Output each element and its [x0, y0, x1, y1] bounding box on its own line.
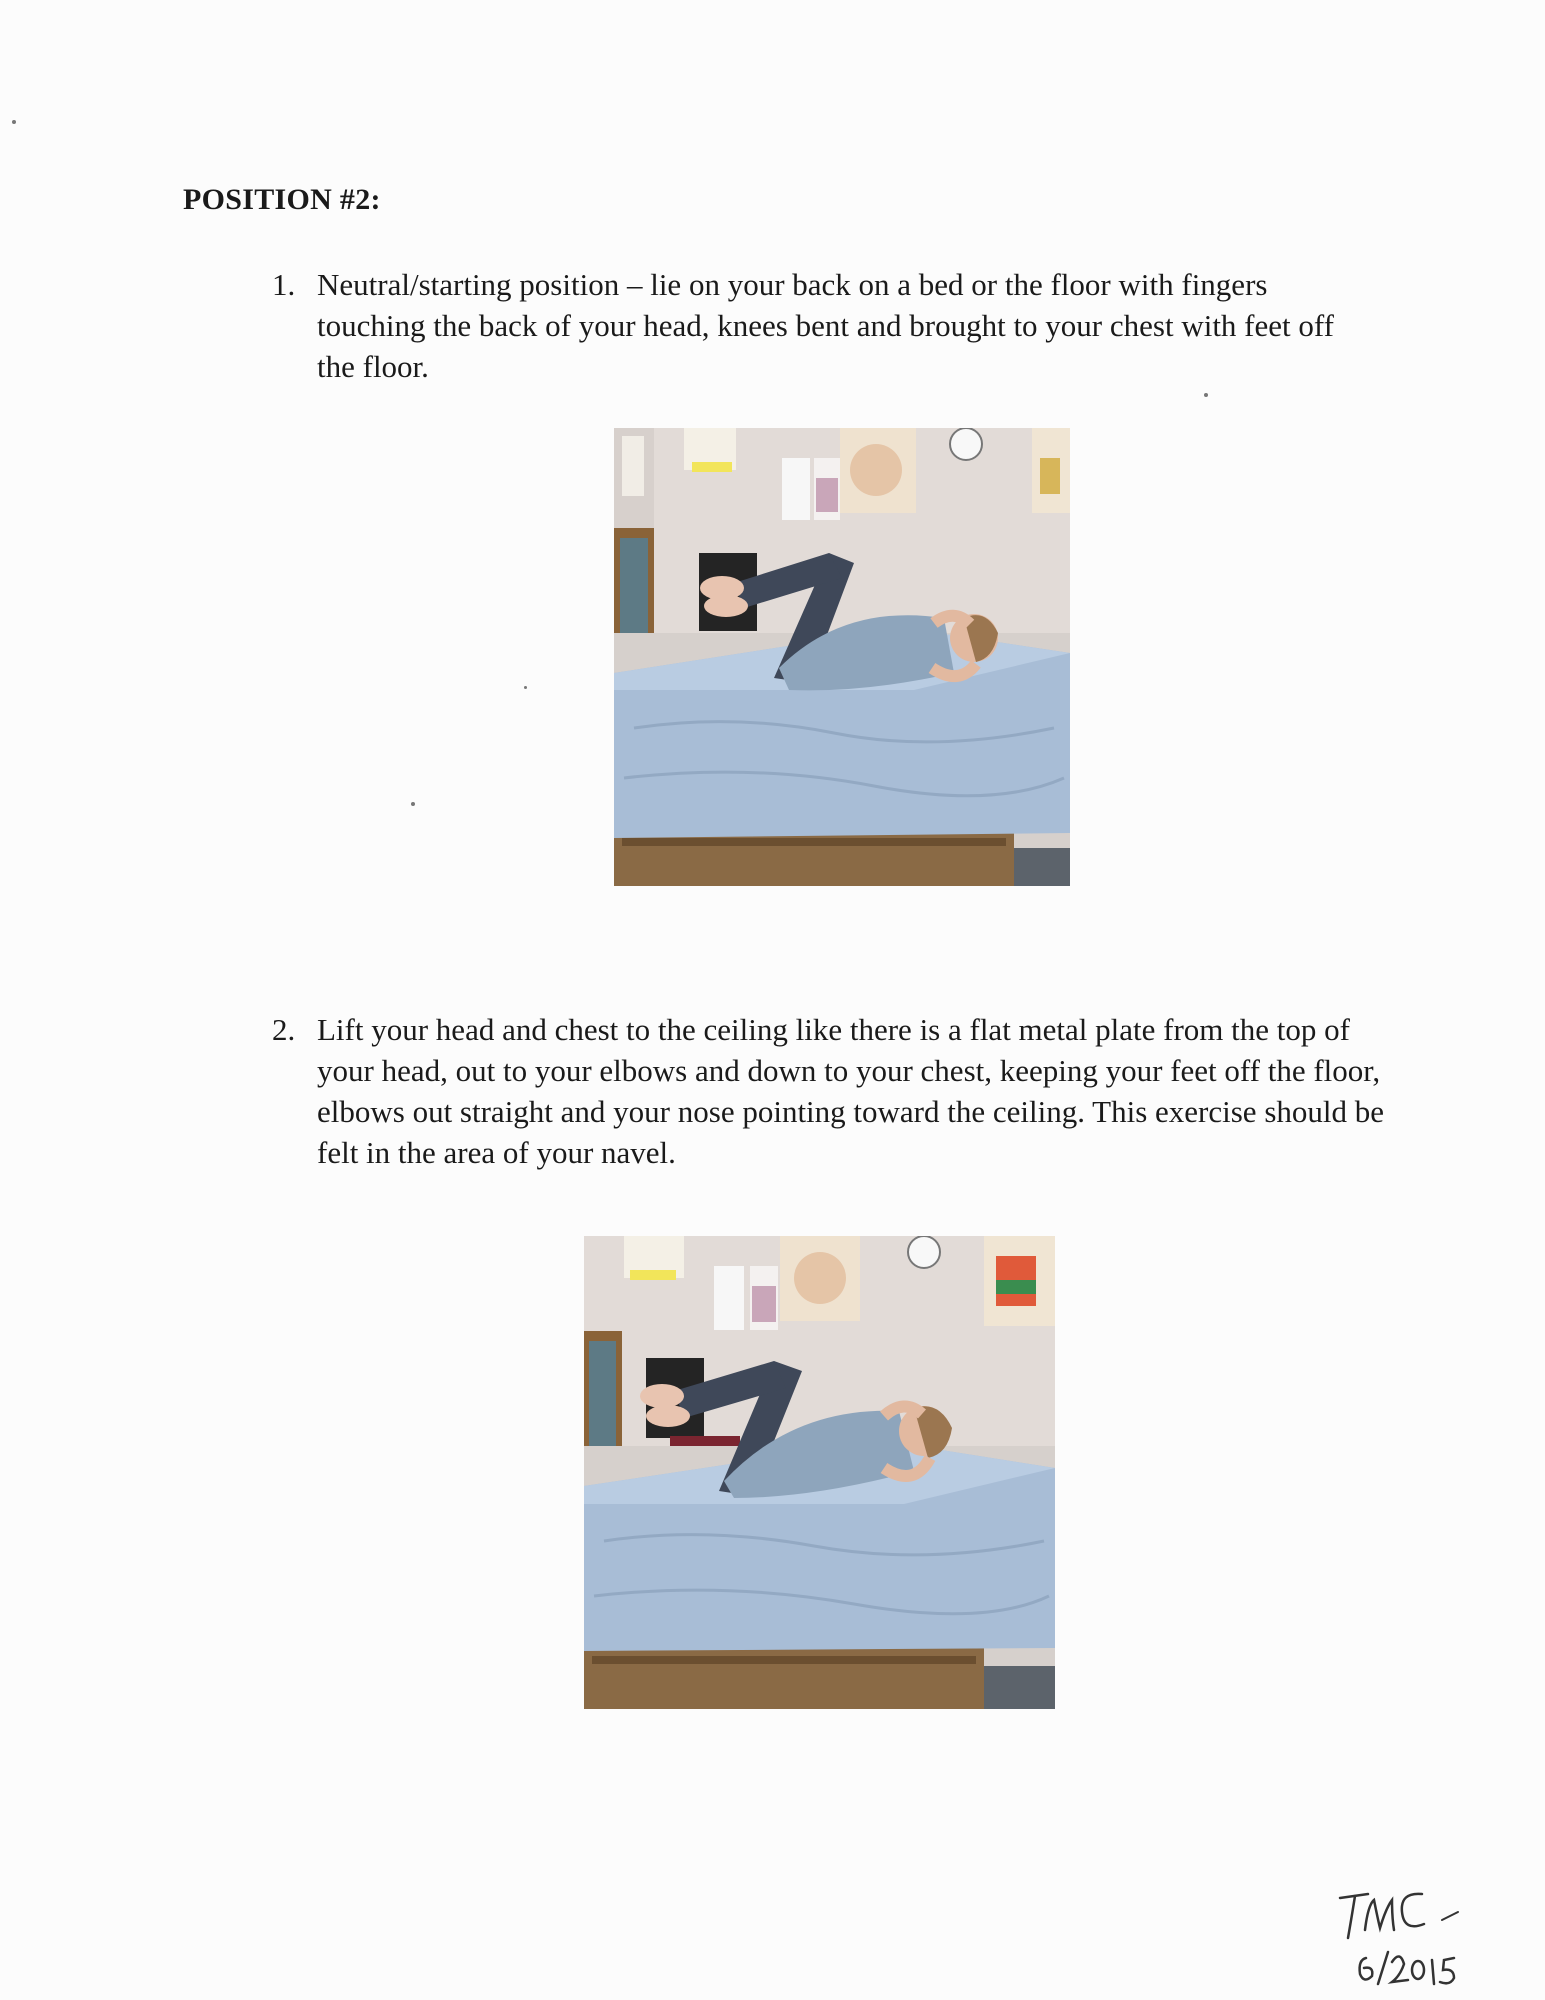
scan-speck: [12, 120, 16, 124]
step-text: Neutral/starting position – lie on your back on a bed or the floor with fingers touching the back of your head, knees bent and brought to your chest with feet off the floor.: [317, 267, 1334, 384]
lifted-position-photo: [584, 1236, 1055, 1709]
neutral-position-photo: [614, 428, 1070, 886]
photo-illustration: [614, 428, 1070, 886]
handwritten-signature: [1330, 1880, 1480, 1990]
scan-speck: [524, 686, 527, 689]
position-heading: POSITION #2:: [183, 183, 381, 216]
photo-illustration: [584, 1236, 1055, 1709]
instruction-step-2: [272, 1009, 1385, 1179]
instruction-step-1: [272, 264, 1372, 394]
scan-speck: [411, 802, 415, 806]
step-number: 1.: [272, 267, 296, 302]
step-text: Lift your head and chest to the ceiling like there is a flat metal plate from the top of your head, out to your elbows and down to your chest, keeping your feet off the floor, elbows out straight and your nose pointing toward the ceiling. This exercise should be felt in the area of your navel.: [317, 1012, 1385, 1170]
scan-speck: [1204, 393, 1208, 397]
step-number: 2.: [272, 1012, 296, 1047]
signature: [1330, 1880, 1480, 1990]
